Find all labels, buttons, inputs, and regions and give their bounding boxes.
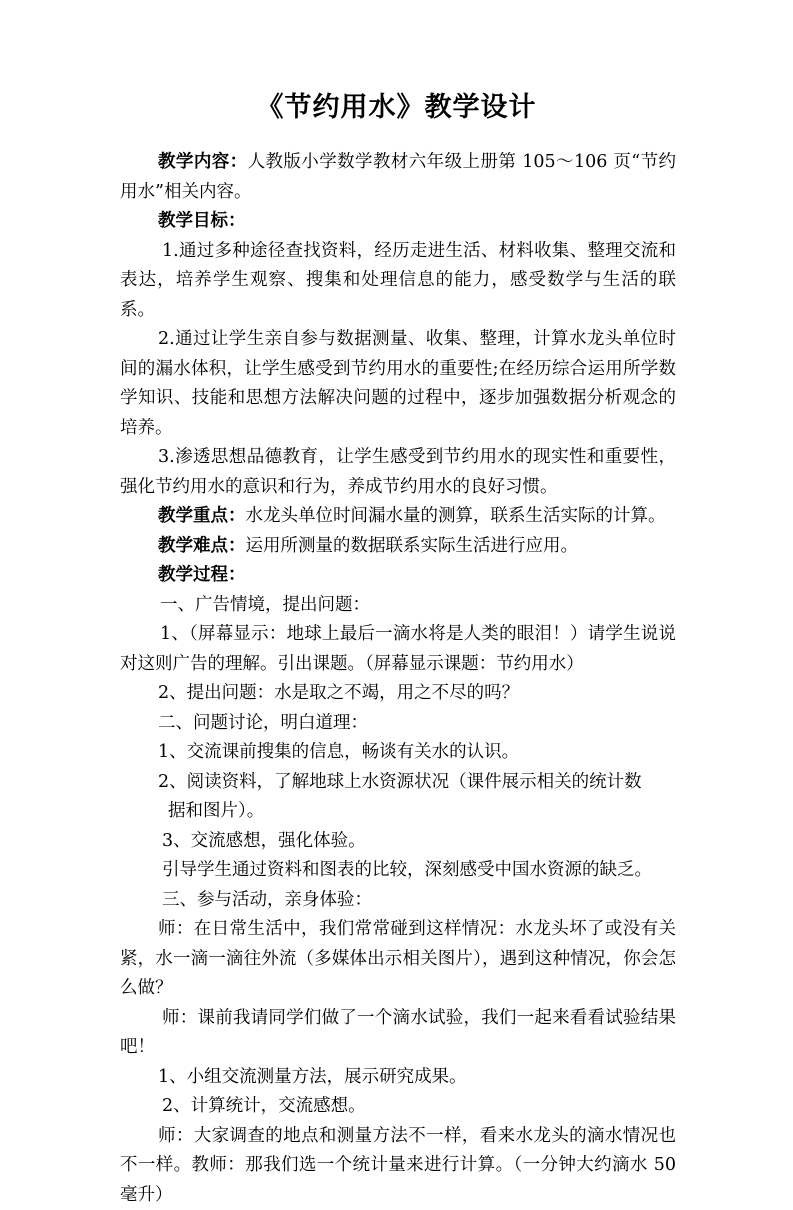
key-points-label: 教学重点： (158, 506, 246, 526)
section2-item-4: 引导学生通过资料和图表的比较，深刻感受中国水资源的缺乏。 (120, 856, 676, 886)
difficulties-paragraph (120, 532, 676, 562)
difficulties-label: 教学难点： (158, 536, 246, 556)
content-paragraph (120, 148, 676, 207)
section3-paragraph-1: 师：在日常生活中，我们常常碰到这样情况：水龙头坏了或没有关紧，水一滴一滴往外流（多媒体出示相关图片），遇到这种情况，你会怎么做？ (120, 915, 676, 1004)
content-text: 人教版小学数学教材六年级上册第 105～106 页“节约用水”相关内容。 (120, 152, 676, 202)
page-title: 《节约用水》教学设计 (0, 88, 793, 128)
section1-heading: 一、广告情境，提出问题： (120, 591, 676, 621)
section2-item-2-continued: 据和图片）。 (120, 797, 676, 827)
section2-heading: 二、问题讨论，明白道理： (120, 709, 676, 739)
section2-item-2: 2、阅读资料，了解地球上水资源状况（课件展示相关的统计数 (120, 768, 676, 798)
document-body (120, 148, 676, 1210)
difficulties-text: 运用所测量的数据联系实际生活进行应用。 (246, 536, 579, 556)
key-points-text: 水龙头单位时间漏水量的测算，联系生活实际的计算。 (246, 506, 666, 526)
key-points-paragraph (120, 502, 676, 532)
section2-item-3: 3、交流感想，强化体验。 (120, 827, 676, 857)
section3-paragraph-3: 师：大家调查的地点和测量方法不一样，看来水龙头的滴水情况也不一样。教师：那我们选一个统计量来进行计算。（一分钟大约滴水 50 毫升） (120, 1122, 676, 1210)
process-label: 教学过程： (158, 565, 246, 585)
process-heading (120, 561, 676, 591)
goal-item-1: 1.通过多种途径查找资料，经历走进生活、材料收集、整理交流和表达，培养学生观察、搜集和处理信息的能力，感受数学与生活的联系。 (120, 237, 676, 326)
goals-heading (120, 207, 676, 237)
section3-item-1: 1、小组交流测量方法，展示研究成果。 (120, 1063, 676, 1093)
section2-item-1: 1、交流课前搜集的信息，畅谈有关水的认识。 (120, 738, 676, 768)
section1-item-1: 1、（屏幕显示：地球上最后一滴水将是人类的眼泪！）请学生说说对这则广告的理解。引出课题。（屏幕显示课题：节约用水） (120, 620, 676, 679)
content-label: 教学内容： (158, 152, 248, 172)
goal-item-3: 3.渗透思想品德教育，让学生感受到节约用水的现实性和重要性，强化节约用水的意识和行为，养成节约用水的良好习惯。 (120, 443, 676, 502)
goal-item-2: 2.通过让学生亲自参与数据测量、收集、整理，计算水龙头单位时间的漏水体积，让学生感受到节约用水的重要性;在经历综合运用所学数学知识、技能和思想方法解决问题的过程中，逐步加强数据分析观念的培养。 (120, 325, 676, 443)
section1-item-2: 2、提出问题：水是取之不竭，用之不尽的吗？ (120, 679, 676, 709)
section3-item-2: 2、计算统计，交流感想。 (120, 1092, 676, 1122)
section3-paragraph-2: 师：课前我请同学们做了一个滴水试验，我们一起来看看试验结果吧！ (120, 1004, 676, 1063)
section3-heading: 三、参与活动，亲身体验： (120, 886, 676, 916)
goals-label: 教学目标： (158, 211, 246, 231)
